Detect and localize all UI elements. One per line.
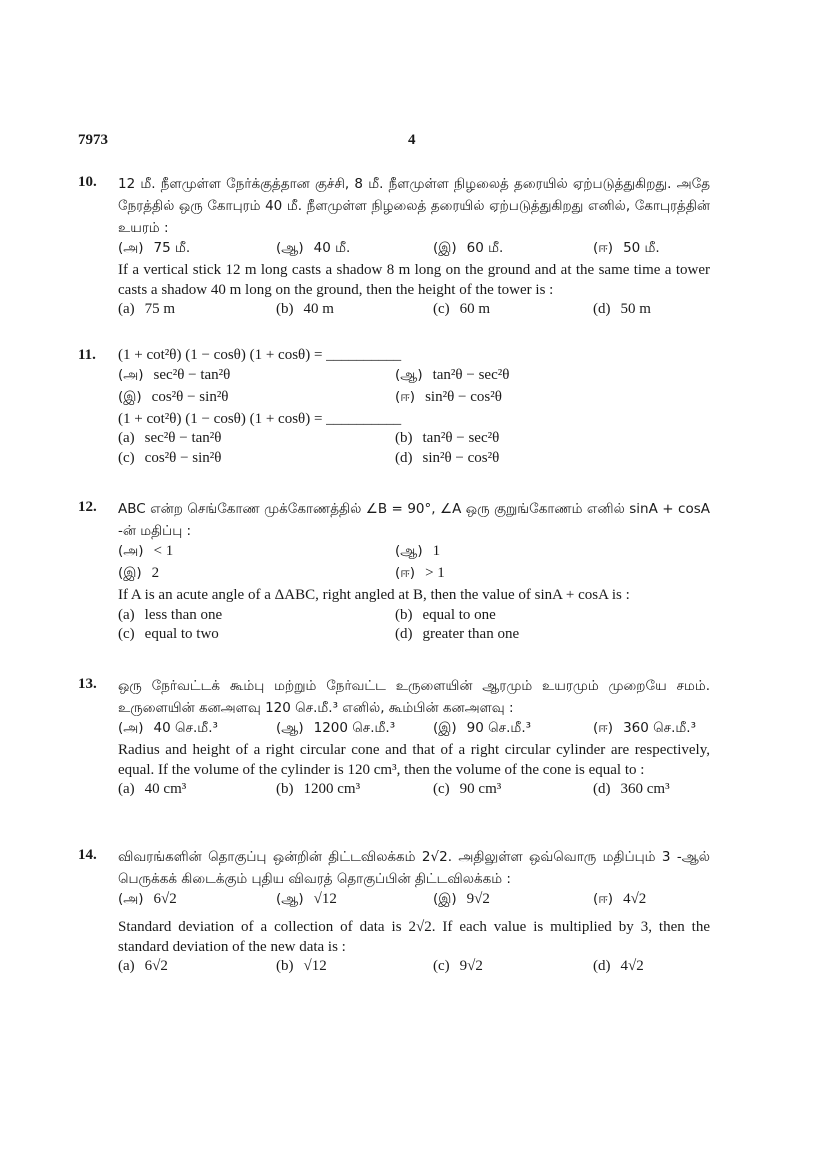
tamil-options-row-1 (118, 542, 710, 564)
option-d-tamil: (ஈ) 360 செ.மீ.³ (593, 720, 697, 736)
option-d: (d) greater than one (395, 626, 520, 643)
option-a-tamil: (அ) 75 மீ. (118, 240, 191, 256)
english-options-row-2 (118, 625, 710, 645)
tamil-options-row-2 (118, 388, 710, 410)
option-a: (a) 75 m (118, 301, 176, 318)
option-d: (d) 360 cm³ (593, 781, 670, 798)
option-b-tamil: (ஆ) tan²θ − sec²θ (395, 366, 510, 383)
english-options (118, 300, 710, 320)
option-c-tamil: (இ) 9√2 (433, 891, 490, 907)
option-c: (c) 60 m (433, 301, 491, 318)
option-b-tamil: (ஆ) √12 (276, 891, 337, 907)
question-13 (78, 675, 710, 800)
option-c: (c) 9√2 (433, 958, 483, 975)
option-c-tamil: (இ) cos²θ − sin²θ (118, 388, 229, 405)
option-a-tamil: (அ) 40 செ.மீ.³ (118, 720, 218, 736)
question-tamil-text: 12 மீ. நீளமுள்ள நேர்க்குத்தான குச்சி, 8 மீ. நீளமுள்ள நிழலைத் தரையில் ஏற்படுத்துகிறது. அதே நேரத்தில் ஒரு கோபுரம் 40 மீ. நீளமுள்ள நிழலைத் தரையில் ஏற்படுத்துகிறது எனில், கோபுரத்தின் உயரம் : (118, 176, 710, 236)
option-a-tamil: (அ) < 1 (118, 543, 174, 559)
option-a: (a) sec²θ − tan²θ (118, 430, 222, 447)
question-number: 13. (78, 676, 97, 692)
question-number: 14. (78, 847, 97, 863)
option-b: (b) tan²θ − sec²θ (395, 430, 500, 447)
option-d-tamil: (ஈ) 4√2 (593, 891, 647, 907)
option-b-tamil: (ஆ) 1 (395, 543, 441, 559)
english-options-row-1 (118, 429, 710, 449)
option-c: (c) 90 cm³ (433, 781, 502, 798)
option-d: (d) sin²θ − cos²θ (395, 449, 500, 466)
question-12 (78, 498, 710, 645)
option-d: (d) 4√2 (593, 958, 644, 975)
option-b: (b) √12 (276, 958, 327, 975)
english-options-row-1 (118, 606, 710, 626)
question-english-expression: (1 + cot²θ) (1 − cosθ) (1 + cosθ) = __________ (118, 410, 402, 427)
option-c: (c) cos²θ − sin²θ (118, 449, 222, 466)
option-a: (a) less than one (118, 606, 223, 623)
question-english-text: If A is an acute angle of a ΔABC, right angled at B, then the value of sinA + cosA is : (118, 587, 630, 603)
tamil-options (118, 890, 710, 918)
tamil-options (118, 719, 710, 741)
question-number: 10. (78, 174, 97, 190)
question-10 (78, 173, 710, 320)
paper-code: 7973 (78, 132, 108, 148)
option-b-tamil: (ஆ) 1200 செ.மீ.³ (276, 720, 396, 736)
question-11 (78, 346, 710, 468)
question-number: 11. (78, 347, 96, 363)
option-a: (a) 6√2 (118, 958, 168, 975)
option-b: (b) 40 m (276, 301, 334, 318)
page-number: 4 (408, 132, 416, 148)
question-english-text: Standard deviation of a collection of data is 2√2. If each value is multiplied by 3, then the standard deviation of the new data is : (118, 919, 710, 955)
english-options-row-2 (118, 449, 710, 469)
option-c-tamil: (இ) 90 செ.மீ.³ (433, 720, 532, 736)
question-number: 12. (78, 499, 97, 515)
question-tamil-text: விவரங்களின் தொகுப்பு ஒன்றின் திட்டவிலக்கம் 2√2. அதிலுள்ள ஒவ்வொரு மதிப்பும் 3 -ஆல் பெருக்கக் கிடைக்கும் புதிய விவரத் தொகுப்பின் திட்டவிலக்கம் : (118, 849, 710, 887)
question-english-text: Radius and height of a right circular cone and that of a right circular cylinder are respectively, equal. If the volume of the cylinder is 120 cm³, then the volume of the cone is equal to : (118, 742, 710, 778)
tamil-options-row-2 (118, 564, 710, 586)
option-c-tamil: (இ) 2 (118, 565, 160, 581)
question-english-text: If a vertical stick 12 m long casts a shadow 8 m long on the ground and at the same time a tower casts a shadow 40 m long on the ground, then the height of the tower is : (118, 262, 710, 298)
tamil-options (118, 239, 710, 261)
option-c: (c) equal to two (118, 626, 219, 643)
english-options (118, 957, 710, 985)
question-tamil-text: ABC என்ற செங்கோண முக்கோணத்தில் ∠B = 90°, ∠A ஒரு குறுங்கோணம் எனில் sinA + cosA -ன் மதிப்பு : (118, 501, 710, 539)
question-expression: (1 + cot²θ) (1 − cosθ) (1 + cosθ) = __________ (118, 347, 402, 363)
option-d-tamil: (ஈ) 50 மீ. (593, 240, 660, 256)
question-tamil-text: ஒரு நேர்வட்டக் கூம்பு மற்றும் நேர்வட்ட உருளையின் ஆரமும் உயரமும் முறையே சமம். உருளையின் கனஅளவு 120 செ.மீ.³ எனில், கூம்பின் கனஅளவு : (118, 678, 710, 716)
option-a-tamil: (அ) sec²θ − tan²θ (118, 366, 231, 383)
option-d: (d) 50 m (593, 301, 651, 318)
option-a: (a) 40 cm³ (118, 781, 187, 798)
option-d-tamil: (ஈ) sin²θ − cos²θ (395, 388, 502, 405)
tamil-options-row-1 (118, 366, 710, 388)
option-a-tamil: (அ) 6√2 (118, 891, 177, 907)
option-b: (b) equal to one (395, 606, 496, 623)
option-d-tamil: (ஈ) > 1 (395, 565, 445, 581)
english-options (118, 780, 710, 800)
option-b: (b) 1200 cm³ (276, 781, 361, 798)
option-b-tamil: (ஆ) 40 மீ. (276, 240, 351, 256)
option-c-tamil: (இ) 60 மீ. (433, 240, 504, 256)
question-14 (78, 846, 710, 985)
